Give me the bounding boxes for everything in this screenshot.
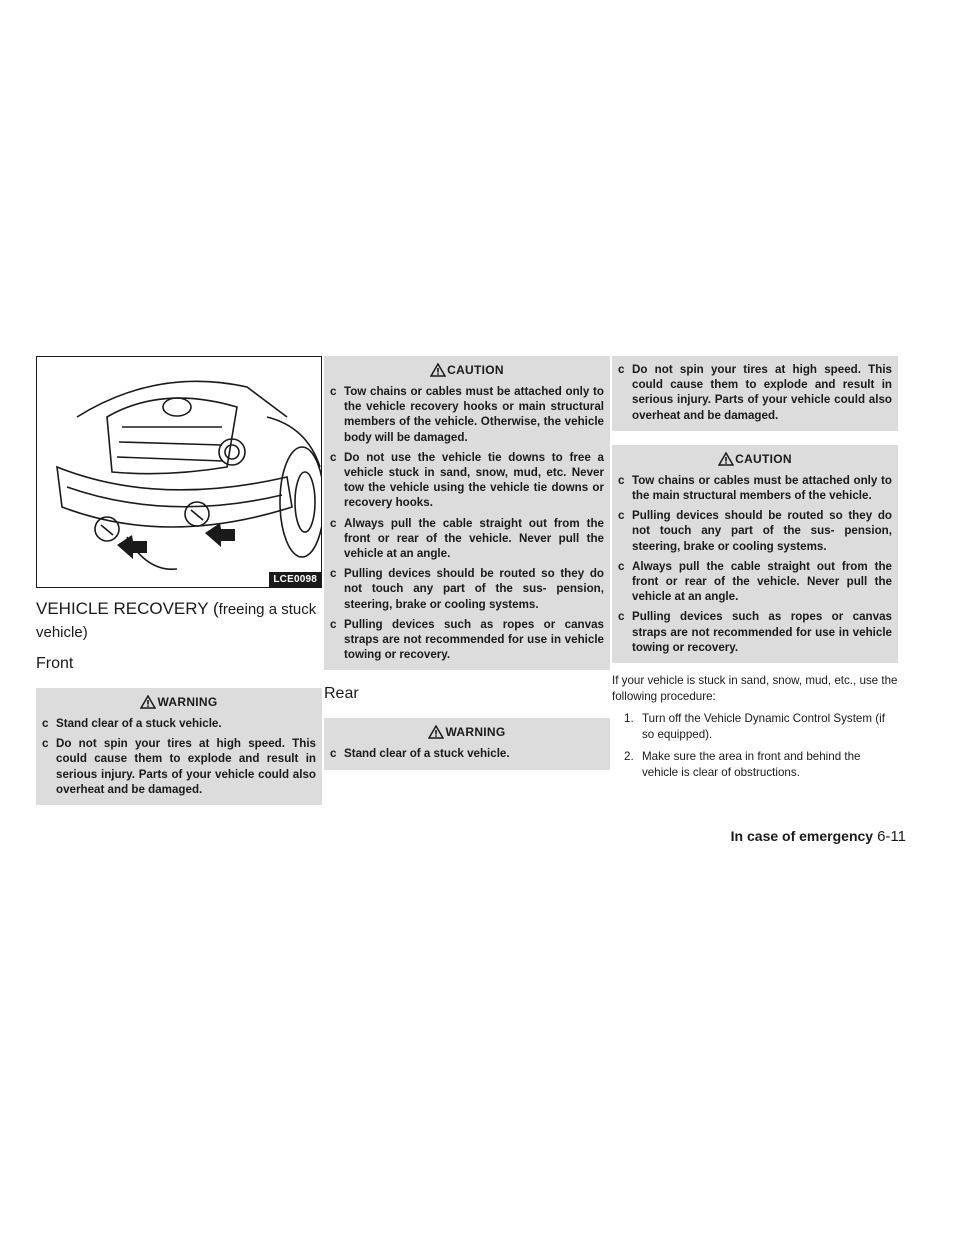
figure-code: LCE0098: [269, 572, 321, 587]
procedure-steps: [612, 711, 898, 781]
bullet-icon: c: [330, 617, 337, 631]
section-title-end: vehicle): [36, 624, 88, 641]
warning-triangle-icon: [430, 363, 446, 377]
bullet-icon: c: [330, 450, 337, 464]
step-item: 2. Make sure the area in front and behind the vehicle is clear of obstructions.: [624, 750, 861, 780]
procedure-intro: If your vehicle is stuck in sand, snow, mud, etc., use the following procedure:: [612, 674, 898, 704]
list-item: c Always pull the cable straight out from the front or rear of the vehicle. Never pull the vehicle at an angle.: [330, 516, 604, 561]
section-title-main: VEHICLE RECOVERY (: [36, 599, 219, 618]
rear-warning-box: [324, 718, 610, 769]
front-heading: Front: [36, 655, 74, 672]
list-item: c Pulling devices such as ropes or canvas straps are not recommended for use in vehicle towing or recovery.: [330, 617, 604, 662]
warning-triangle-icon: [140, 695, 156, 709]
rear-warning-box-continued: [612, 356, 898, 431]
rear-caution-list: [618, 473, 892, 655]
front-caution-box: [324, 356, 610, 670]
front-caution-list: [330, 384, 604, 662]
front-warning-box: [36, 688, 322, 805]
bullet-icon: c: [42, 737, 49, 751]
rear-heading: Rear: [324, 685, 359, 703]
column-1: [36, 356, 322, 815]
section-title: [36, 598, 322, 644]
bullet-icon: c: [330, 567, 337, 581]
bullet-icon: c: [42, 717, 49, 730]
bullet-icon: c: [618, 610, 625, 624]
bullet-icon: c: [618, 559, 625, 573]
page-number: 6-11: [877, 828, 906, 845]
front-warning-title: WARNING: [157, 695, 218, 709]
front-warning-header: [42, 692, 316, 712]
list-item: c Stand clear of a stuck vehicle.: [42, 717, 222, 730]
section-title-sub: freeing a stuck: [218, 601, 317, 618]
rear-warning-list-part1: [330, 746, 604, 761]
chapter-name: In case of emergency: [730, 828, 874, 844]
list-item: c Stand clear of a stuck vehicle.: [330, 747, 510, 761]
rear-caution-title: CAUTION: [735, 451, 792, 466]
list-item: c Do not use the vehicle tie downs to free a vehicle stuck in sand, snow, mud, etc. Never tow the vehicle using the vehicle tie downs or recovery hooks.: [330, 450, 604, 510]
bullet-icon: c: [618, 363, 625, 376]
rear-caution-box: [612, 445, 898, 663]
warning-triangle-icon: [428, 725, 444, 739]
list-item: c Pulling devices such as ropes or canvas straps are not recommended for use in vehicle towing or recovery.: [618, 610, 892, 654]
front-warning-list: [42, 716, 316, 797]
vehicle-front-figure: [36, 356, 322, 588]
bullet-icon: c: [330, 385, 337, 398]
bullet-icon: c: [330, 516, 337, 530]
list-item: c Do not spin your tires at high speed. This could cause them to explode and result in serious injury. Parts of your vehicle could also overheat and be damaged.: [42, 737, 316, 796]
page-footer: [630, 828, 906, 845]
rear-warning-title: WARNING: [445, 725, 506, 740]
warning-triangle-icon: [718, 452, 734, 466]
step-item: 1. Turn off the Vehicle Dynamic Control System (if so equipped).: [624, 712, 885, 742]
car-front-illustration: [37, 357, 321, 587]
list-item: c Tow chains or cables must be attached only to the vehicle recovery hooks or main structural members of the vehicle. Otherwise, the vehicle body will be damaged.: [330, 385, 604, 444]
rear-caution-header: [618, 449, 892, 469]
list-item: c Pulling devices should be routed so they do not touch any part of the sus- pension, steering, brake or cooling systems.: [330, 567, 604, 611]
front-caution-header: [330, 360, 604, 380]
bullet-icon: c: [330, 747, 337, 761]
bullet-icon: c: [618, 473, 625, 487]
column-3: [612, 356, 898, 787]
front-caution-title: CAUTION: [447, 363, 504, 377]
list-item: c Do not spin your tires at high speed. This could cause them to explode and result in serious injury. Parts of your vehicle could also overheat and be damaged.: [618, 363, 892, 422]
list-item: c Tow chains or cables must be attached only to the main structural members of the vehicle.: [618, 473, 892, 503]
rear-warning-list-part2: [618, 362, 892, 423]
column-2: [324, 356, 610, 780]
bullet-icon: c: [618, 509, 625, 523]
list-item: c Pulling devices should be routed so they do not touch any part of the sus- pension, steering, brake or cooling systems.: [618, 509, 892, 553]
rear-warning-header: [330, 722, 604, 742]
list-item: c Always pull the cable straight out from the front or rear of the vehicle. Never pull the vehicle at an angle.: [618, 559, 892, 604]
